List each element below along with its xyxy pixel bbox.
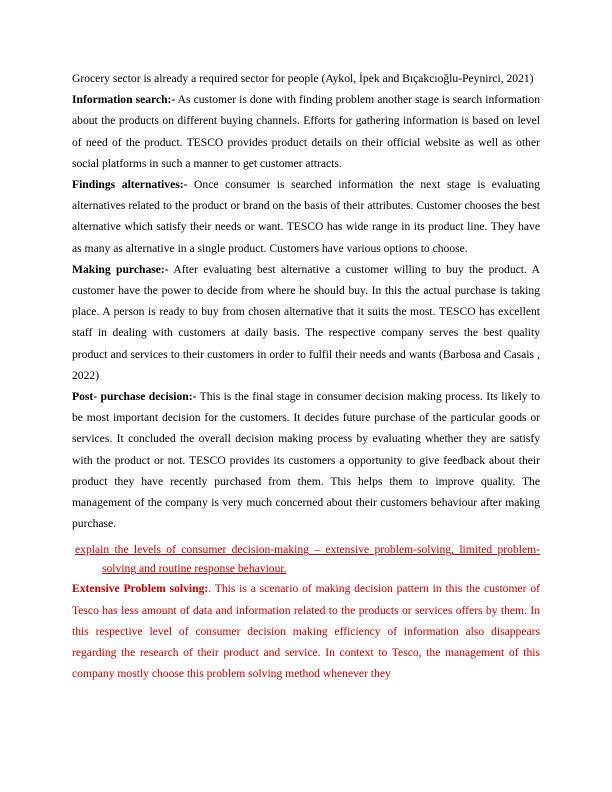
making-purchase-text: After evaluating best alternative a customer willing to buy the product. A customer have the power to decide from where he should buy. In this the actual purchase is taking place. A person is ready to buy from chosen alternative that it suits the most. TESCO has excellent staff in dealing with customers at daily basis. The respective company serves the best quality product and services to their customers in order to fulfil their needs and wants (Barbosa and Casais , 2022) xyxy=(72,262,540,382)
information-search-text: As customer is done with finding problem another stage is search information about the products on different buying channels. Efforts for gathering information is based on level of need of the product. TESCO provides product details on their official website as well as other social platforms in such a manner to get customer attracts. xyxy=(72,93,540,170)
making-purchase-heading: Making purchase:- xyxy=(72,262,169,276)
findings-alternatives-paragraph xyxy=(72,174,540,259)
information-search-paragraph xyxy=(72,89,540,174)
extensive-problem-solving-heading: Extensive Problem solving: xyxy=(72,582,209,596)
making-purchase-paragraph xyxy=(72,259,540,386)
extensive-problem-solving-text: . This is a scenario of making decision pattern in this the customer of Tesco has less amount of data and information related to the products or services offers by them. In this respective level of consumer decision making efficiency of information also disappears regarding the research of their product and service. In context to Tesco, the management of this company mostly choose this problem solving method whenever they xyxy=(72,582,540,681)
information-search-heading: Information search:- xyxy=(72,93,176,107)
intro-paragraph xyxy=(72,68,540,89)
post-purchase-heading: Post- purchase decision:- xyxy=(72,390,197,404)
post-purchase-text: This is the final stage in consumer decision making process. Its likely to be most important decision for the customers. It decides future purchase of the particular goods or services. It concluded the overall decision making process by evaluating whether they are satisfy with the product or not. TESCO provides its customers a opportunity to give feedback about their product they have recently purchased from them. This helps them to improve quality. The management of the company is very much concerned about their customers behaviour after making purchase. xyxy=(72,390,541,531)
findings-alternatives-text: Once consumer is searched information the next stage is evaluating alternatives related to the product or brand on the basis of their attributes. Customer chooses the best alternative which satisfy their needs or want. TESCO has wide range in its product line. They have as many as alternative in a single product. Customers have various options to choose. xyxy=(72,178,540,255)
intro-text: Grocery sector is already a required sector for people (Aykol, İpek and Bıçakcıoğlu-Peynirci, 2021) xyxy=(72,72,534,85)
findings-alternatives-heading: Findings alternatives:- xyxy=(72,178,188,192)
post-purchase-paragraph xyxy=(72,386,540,534)
extensive-problem-solving-paragraph xyxy=(72,578,540,684)
task-heading: explain the levels of consumer decision-making – extensive problem-solving, limited problem-solving and routine response behaviour. xyxy=(75,543,540,576)
